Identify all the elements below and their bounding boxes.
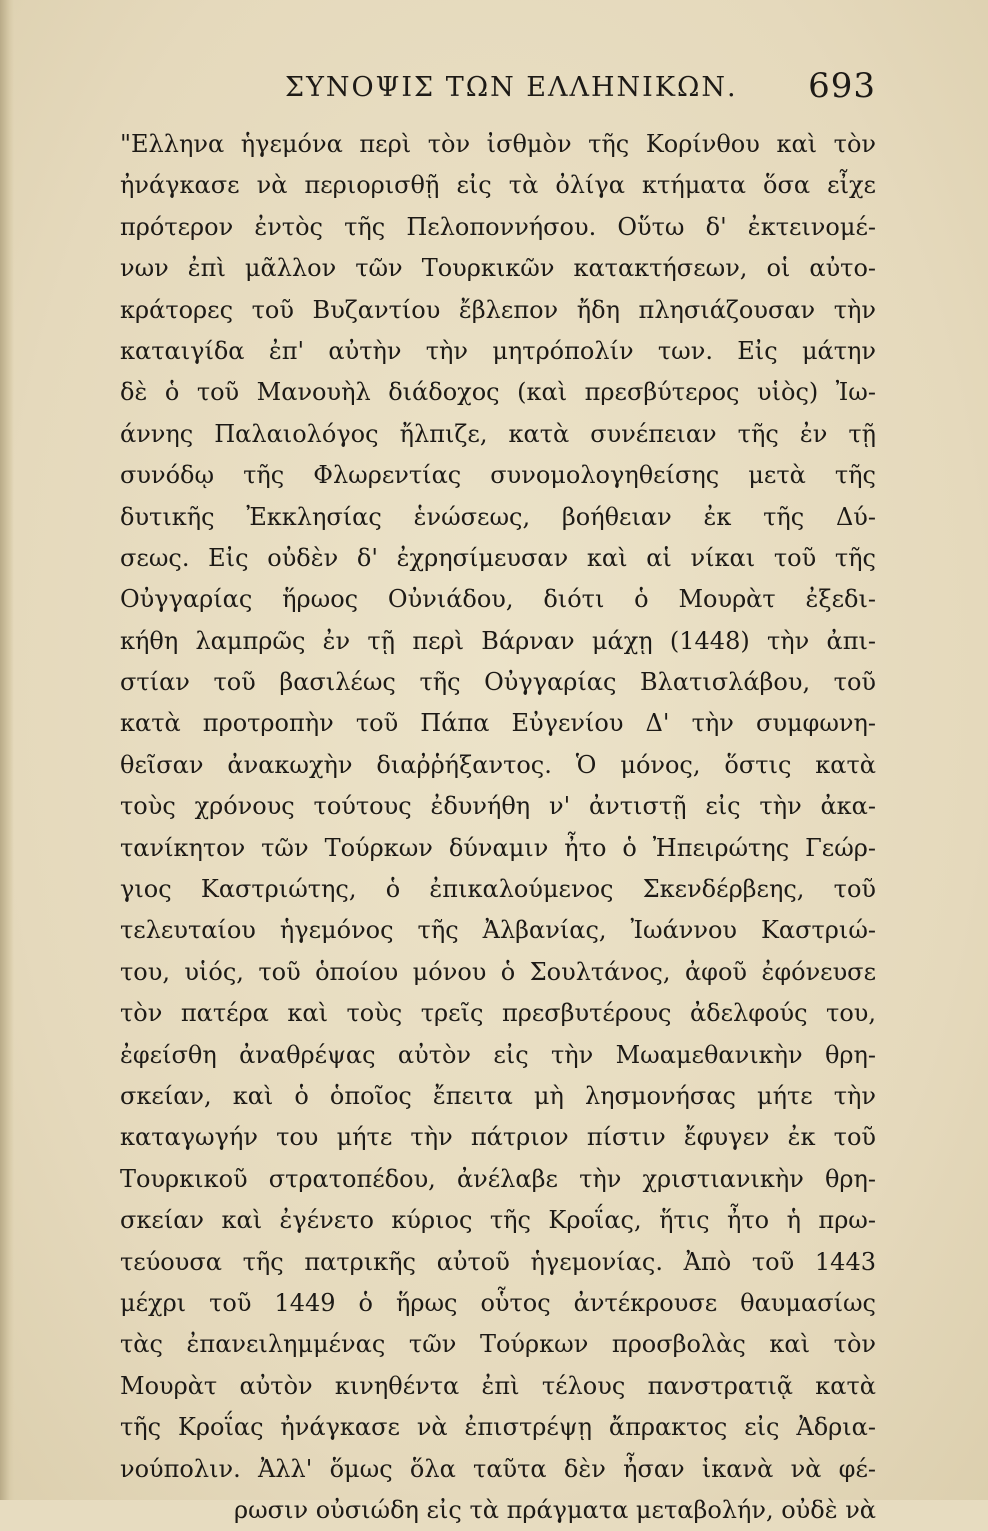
body-text <box>120 124 876 1531</box>
text-line: τανίκητον τῶν Τούρκων δύναμιν ἦτο ὁ Ἠπειρώτης Γεώρ- <box>120 833 876 862</box>
text-line: κατὰ προτροπὴν τοῦ Πάπα Εὐγενίου Δ' τὴν συμφωνη- <box>120 709 876 738</box>
text-line: στίαν τοῦ βασιλέως τῆς Οὐγγαρίας Βλατισλάβου, τοῦ <box>120 668 876 697</box>
text-line: κήθη λαμπρῶς ἐν τῇ περὶ Βάρναν μάχῃ (1448) τὴν ἀπι- <box>120 626 876 655</box>
text-line: νων ἐπὶ μᾶλλον τῶν Τουρκικῶν κατακτήσεων, οἱ αὐτο- <box>120 254 876 283</box>
text-line: σεως. Εἰς οὐδὲν δ' ἐχρησίμευσαν καὶ αἱ νίκαι τοῦ τῆς <box>120 543 876 572</box>
text-line: τὸν πατέρα καὶ τοὺς τρεῖς πρεσβυτέρους ἀδελφούς του, <box>120 999 876 1028</box>
text-line: Οὐγγαρίας ἥρωος Οὐνιάδου, διότι ὁ Μουρὰτ ἐξεδι- <box>120 585 876 614</box>
text-line: τεύουσα τῆς πατρικῆς αὐτοῦ ἡγεμονίας. Ἀπὸ τοῦ 1443 <box>120 1247 876 1276</box>
text-line: κράτορες τοῦ Βυζαντίου ἔβλεπον ἤδη πλησιάζουσαν τὴν <box>120 295 876 324</box>
text-line: νούπολιν. Ἀλλ' ὅμως ὅλα ταῦτα δὲν ἦσαν ἱκανὰ νὰ φέ- <box>120 1454 876 1483</box>
text-line: τὰς ἐπανειλημμένας τῶν Τούρκων προσβολὰς καὶ τὸν <box>120 1330 876 1359</box>
text-line: καταγωγήν του μήτε τὴν πάτριον πίστιν ἔφυγεν ἐκ τοῦ <box>120 1123 876 1152</box>
running-title: ΣΥΝΟΨΙΣ ΤΩΝ ΕΛΛΗΝΙΚΩΝ. <box>285 72 738 103</box>
text-line: ρωσιν οὐσιώδη εἰς τὰ πράγματα μεταβολήν, οὐδὲ νὰ <box>234 1495 876 1524</box>
text-line: τοὺς χρόνους τούτους ἐδυνήθη ν' ἀντιστῇ εἰς τὴν ἀκα- <box>120 792 876 821</box>
text-line: καταιγίδα ἐπ' αὐτὴν τὴν μητρόπολίν των. Εἰς μάτην <box>120 336 876 365</box>
page-header <box>120 66 876 116</box>
text-line: γιος Καστριώτης, ὁ ἐπικαλούμενος Σκενδέρβεης, τοῦ <box>120 875 876 904</box>
text-line: σκείαν καὶ ἐγένετο κύριος τῆς Κροΐας, ἥτις ἦτο ἡ πρω- <box>120 1206 876 1235</box>
text-line: δὲ ὁ τοῦ Μανουὴλ διάδοχος (καὶ πρεσβύτερος υἱὸς) Ἰω- <box>120 378 876 407</box>
page-edge <box>0 0 14 1500</box>
text-line: Μουρὰτ αὐτὸν κινηθέντα ἐπὶ τέλους πανστρατιᾷ κατὰ <box>120 1371 876 1400</box>
text-line: συνόδῳ τῆς Φλωρεντίας συνομολογηθείσης μετὰ τῆς <box>120 461 876 490</box>
text-line: δυτικῆς Ἐκκλησίας ἑνώσεως, βοήθειαν ἐκ τῆς Δύ- <box>120 502 876 531</box>
text-line: άννης Παλαιολόγος ἤλπιζε, κατὰ συνέπειαν τῆς ἐν τῇ <box>120 419 876 448</box>
text-line: Τουρκικοῦ στρατοπέδου, ἀνέλαβε τὴν χριστιανικὴν θρη- <box>120 1164 876 1193</box>
text-line: σκείαν, καὶ ὁ ὁποῖος ἔπειτα μὴ λησμονήσας μήτε τὴν <box>120 1081 876 1110</box>
text-line: τῆς Κροΐας ἠνάγκασε νὰ ἐπιστρέψῃ ἄπρακτος εἰς Ἀδρια- <box>120 1413 876 1442</box>
page-number: 693 <box>808 66 876 106</box>
text-line: ἠνάγκασε νὰ περιορισθῇ εἰς τὰ ὀλίγα κτήματα ὅσα εἶχε <box>120 171 876 200</box>
text-line: του, υἱός, τοῦ ὁποίου μόνου ὁ Σουλτάνος, ἀφοῦ ἐφόνευσε <box>120 957 876 986</box>
text-line: τελευταίου ἡγεμόνος τῆς Ἀλβανίας, Ἰωάννου Καστριώ- <box>120 916 876 945</box>
text-line: θεῖσαν ἀνακωχὴν διαῤῥήξαντος. Ὁ μόνος, ὅστις κατὰ <box>120 750 876 779</box>
text-line: "Ελληνα ἡγεμόνα περὶ τὸν ἰσθμὸν τῆς Κορίνθου καὶ τὸν <box>120 130 876 158</box>
text-line: μέχρι τοῦ 1449 ὁ ἥρως οὗτος ἀντέκρουσε θαυμασίως <box>120 1288 876 1317</box>
text-line: ἐφείσθη ἀναθρέψας αὐτὸν εἰς τὴν Μωαμεθανικὴν θρη- <box>120 1040 876 1069</box>
text-line: πρότερον ἐντὸς τῆς Πελοποννήσου. Οὕτω δ' ἐκτεινομέ- <box>120 212 876 241</box>
